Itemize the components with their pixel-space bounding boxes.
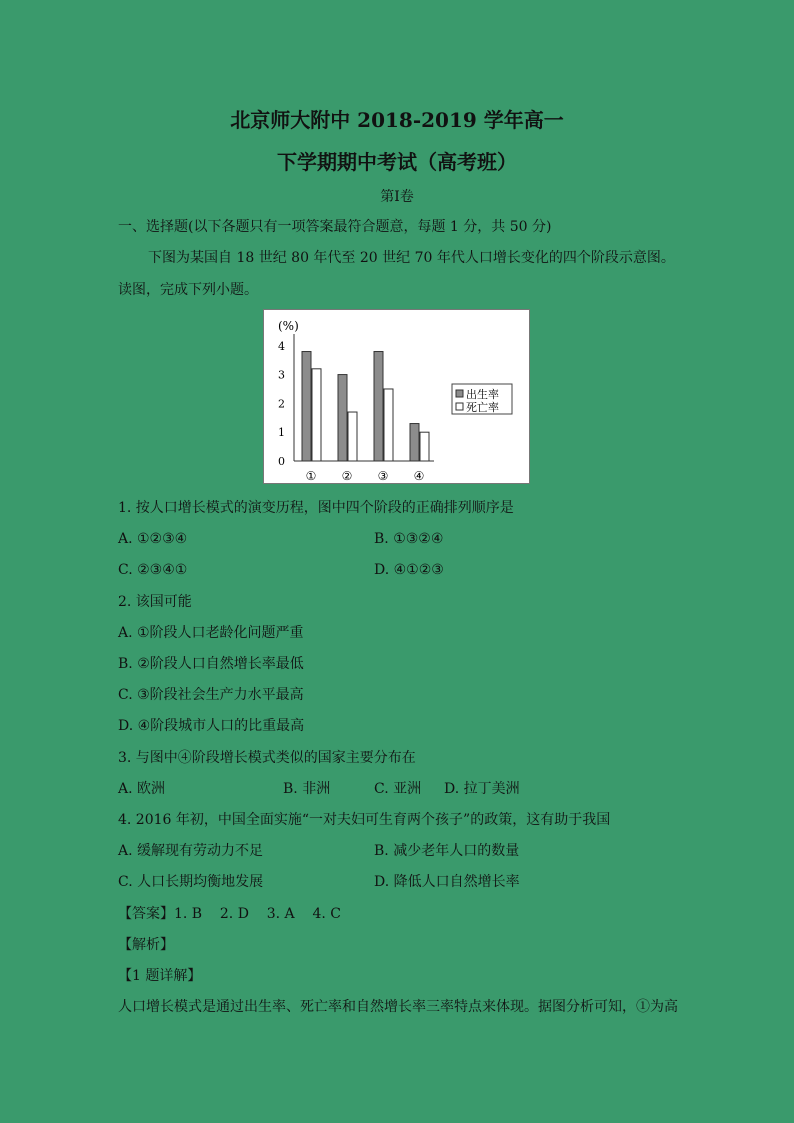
q1-option-a: A. ①②③④: [118, 531, 188, 547]
q4-option-b: B. 减少老年人口的数量: [374, 843, 520, 859]
q1-option-c: C. ②③④①: [118, 562, 188, 578]
bar-birth-rate: [410, 424, 419, 461]
bar-death-rate: [312, 369, 321, 461]
x-tick-label: ②: [341, 469, 353, 483]
legend-label: 出生率: [466, 388, 499, 401]
bar-birth-rate: [374, 352, 383, 461]
q2-option-c: C. ③阶段社会生产力水平最高: [118, 687, 304, 703]
volume-label: 第Ⅰ卷: [380, 189, 414, 205]
q3-option-b: B. 非洲: [283, 781, 331, 797]
bar-birth-rate: [302, 352, 311, 461]
q4-option-a: A. 缓解现有劳动力不足: [118, 843, 264, 859]
legend-swatch: [456, 390, 463, 397]
q1-option-b: B. ①③②④: [374, 531, 444, 547]
q4-option-c: C. 人口长期均衡地发展: [118, 874, 264, 890]
q2-stem: 2. 该国可能: [118, 594, 192, 610]
x-tick-label: ③: [377, 469, 389, 483]
section-heading: 一、选择题(以下各题只有一项答案最符合题意，每题 1 分，共 50 分): [118, 219, 552, 235]
q3-stem: 3. 与图中④阶段增长模式类似的国家主要分布在: [118, 750, 416, 766]
x-tick-label: ④: [413, 469, 425, 483]
q2-option-d: D. ④阶段城市人口的比重最高: [118, 718, 305, 734]
detail-1-text: 人口增长模式是通过出生率、死亡率和自然增长率三率特点来体现。据图分析可知，①为高: [118, 999, 678, 1015]
y-tick-label: 2: [278, 397, 285, 411]
q4-option-d: D. 降低人口自然增长率: [374, 874, 520, 890]
analysis-heading: 【解析】: [118, 937, 174, 953]
y-tick-label: 0: [278, 455, 285, 468]
q1-option-d: D. ④①②③: [374, 562, 444, 578]
population-chart: [263, 309, 530, 484]
legend-label: 死亡率: [466, 401, 499, 414]
title-line-1: 北京师大附中 2018-2019 学年高一: [230, 108, 564, 132]
bar-death-rate: [420, 432, 429, 461]
bar-birth-rate: [338, 375, 347, 461]
intro-text-2: 读图，完成下列小题。: [118, 282, 258, 298]
intro-text-1: 下图为某国自 18 世纪 80 年代至 20 世纪 70 年代人口增长变化的四个阶段示意图。: [148, 250, 675, 266]
y-tick-label: 3: [278, 368, 285, 382]
q3-option-d: D. 拉丁美洲: [444, 781, 520, 797]
y-tick-label: 1: [278, 426, 285, 440]
detail-1-heading: 【1 题详解】: [118, 968, 202, 984]
q3-option-c: C. 亚洲: [374, 781, 422, 797]
bar-death-rate: [384, 389, 393, 461]
y-unit-label: (%): [278, 319, 299, 333]
bar-death-rate: [348, 412, 357, 461]
q2-option-b: B. ②阶段人口自然增长率最低: [118, 656, 304, 672]
q1-stem: 1. 按人口增长模式的演变历程，图中四个阶段的正确排列顺序是: [118, 500, 514, 516]
q4-stem: 4. 2016 年初，中国全面实施“一对夫妇可生育两个孩子”的政策，这有助于我国: [118, 812, 611, 828]
x-tick-label: ①: [305, 469, 317, 483]
q3-option-a: A. 欧洲: [118, 781, 166, 797]
q2-option-a: A. ①阶段人口老龄化问题严重: [118, 625, 304, 641]
y-tick-label: 4: [278, 339, 285, 353]
answer-line: 【答案】1. B 2. D 3. A 4. C: [118, 906, 341, 922]
chart-svg: [264, 310, 531, 485]
title-line-2: 下学期期中考试（高考班）: [277, 150, 517, 174]
legend-swatch: [456, 403, 463, 410]
